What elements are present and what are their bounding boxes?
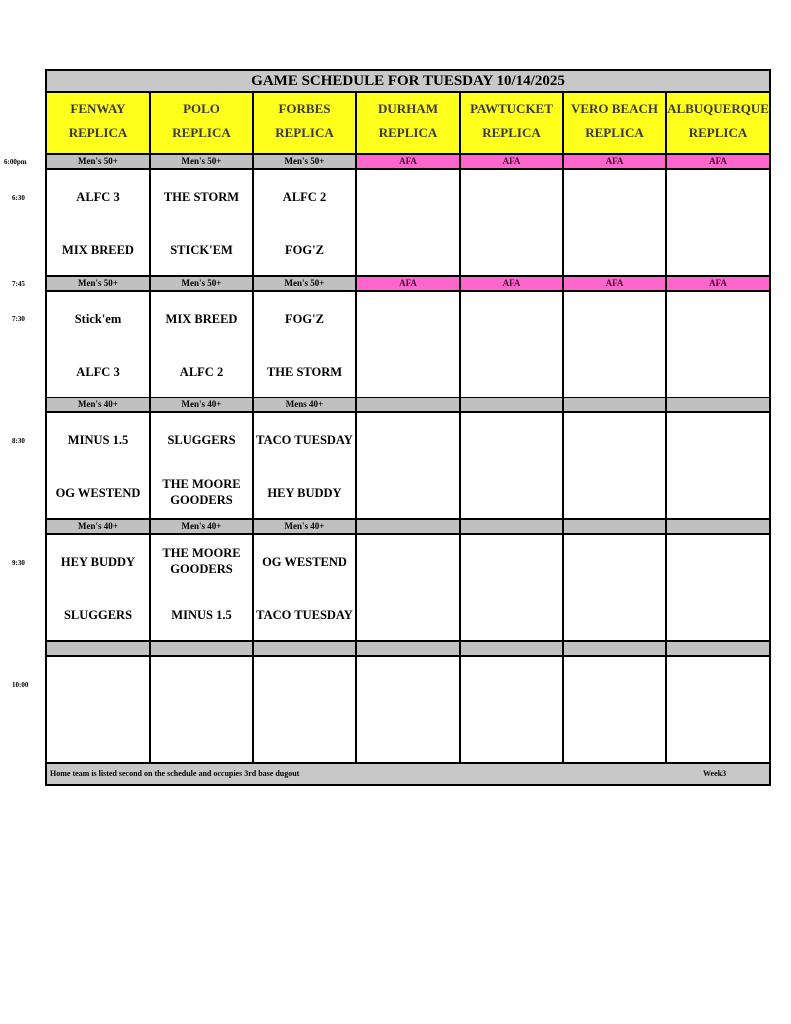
game-cell	[667, 535, 769, 642]
game-cell	[564, 292, 667, 399]
game-cell	[151, 292, 254, 399]
division-band	[667, 520, 769, 535]
home-team: OG WESTEND	[55, 486, 141, 500]
time-label: 9:30	[12, 559, 25, 567]
field-name: FENWAY	[70, 101, 126, 116]
division-band: Men's 50+	[47, 155, 151, 170]
field-header-5	[564, 93, 667, 155]
time-label: 8:30	[12, 437, 25, 445]
game-cell	[564, 657, 667, 764]
game-cell	[461, 170, 564, 277]
time-label: 7:30	[12, 315, 25, 323]
division-band: Men's 50+	[151, 277, 254, 292]
division-band: AFA	[461, 277, 564, 292]
field-name: FORBES	[278, 101, 331, 116]
game-cell	[47, 657, 151, 764]
division-band: Men's 50+	[254, 155, 357, 170]
field-sub: REPLICA	[585, 125, 644, 140]
home-team: MINUS 1.5	[171, 608, 232, 622]
game-cell	[564, 413, 667, 520]
game-cell	[254, 657, 357, 764]
division-band	[151, 642, 254, 657]
division-band	[564, 520, 667, 535]
home-team: HEY BUDDY	[267, 486, 342, 500]
away-team: OG WESTEND	[262, 555, 347, 569]
division-band: AFA	[667, 155, 769, 170]
division-band: Mens 40+	[254, 398, 357, 413]
home-team: SLUGGERS	[63, 608, 133, 622]
time-label: 10:00	[12, 681, 29, 689]
game-cell	[357, 170, 461, 277]
game-cell	[254, 535, 357, 642]
field-sub: REPLICA	[378, 125, 438, 140]
division-band	[461, 520, 564, 535]
game-cell	[461, 535, 564, 642]
division-band: Men's 40+	[254, 520, 357, 535]
division-band	[667, 398, 769, 413]
game-cell	[667, 413, 769, 520]
field-header-1	[151, 93, 254, 155]
division-band: AFA	[564, 277, 667, 292]
field-sub: REPLICA	[482, 125, 541, 140]
game-cell	[47, 292, 151, 399]
game-cell	[151, 413, 254, 520]
footer-note: Home team is listed second on the schedule and occupies 3rd base dugout	[50, 769, 300, 778]
time-label: 6:30	[12, 194, 25, 202]
field-name: PAWTUCKET	[470, 101, 553, 116]
field-sub: REPLICA	[172, 125, 231, 140]
game-cell	[357, 292, 461, 399]
game-cell	[461, 657, 564, 764]
game-cell	[461, 292, 564, 399]
away-team: Stick'em	[74, 312, 122, 326]
game-cell	[254, 170, 357, 277]
division-band	[461, 398, 564, 413]
field-sub: REPLICA	[275, 125, 334, 140]
division-band	[47, 642, 151, 657]
division-band: Men's 40+	[47, 520, 151, 535]
field-sub: REPLICA	[688, 125, 748, 140]
division-band: AFA	[461, 155, 564, 170]
game-cell	[254, 413, 357, 520]
game-cell	[47, 170, 151, 277]
time-label: 7:45	[12, 280, 25, 288]
field-header-0	[47, 93, 151, 155]
away-team: MINUS 1.5	[67, 433, 129, 447]
division-band: AFA	[357, 155, 461, 170]
division-band: AFA	[667, 277, 769, 292]
division-band	[667, 642, 769, 657]
home-team: FOG'Z	[285, 243, 324, 257]
division-band	[461, 642, 564, 657]
field-name: ALBUQUERQUE	[667, 101, 769, 116]
home-team: THE MOORE GOODERS	[162, 477, 241, 507]
field-header-6	[667, 93, 769, 155]
away-team: TACO TUESDAY	[256, 433, 353, 447]
division-band: Men's 40+	[151, 398, 254, 413]
field-header-2	[254, 93, 357, 155]
game-cell	[667, 292, 769, 399]
home-team: STICK'EM	[170, 243, 233, 257]
away-team: THE MOORE GOODERS	[162, 546, 241, 576]
away-team: ALFC 3	[76, 190, 120, 204]
field-name: VERO BEACH	[570, 101, 659, 116]
division-band	[357, 642, 461, 657]
division-band: Men's 40+	[151, 520, 254, 535]
division-band	[357, 398, 461, 413]
home-team: MIX BREED	[62, 243, 134, 257]
division-band: Men's 40+	[47, 398, 151, 413]
home-team: THE STORM	[266, 365, 343, 379]
division-band: AFA	[564, 155, 667, 170]
home-team: ALFC 3	[76, 365, 120, 379]
schedule-sheet	[45, 69, 771, 786]
game-cell	[47, 413, 151, 520]
away-team: ALFC 2	[282, 190, 327, 204]
home-team: TACO TUESDAY	[256, 608, 353, 622]
field-name: DURHAM	[378, 101, 438, 116]
footer-bar	[47, 764, 769, 784]
game-cell	[667, 170, 769, 277]
game-cell	[564, 170, 667, 277]
division-band: AFA	[357, 277, 461, 292]
game-cell	[151, 657, 254, 764]
game-cell	[357, 657, 461, 764]
game-cell	[667, 657, 769, 764]
division-band: Men's 50+	[47, 277, 151, 292]
division-band	[564, 642, 667, 657]
field-header-3	[357, 93, 461, 155]
game-cell	[357, 413, 461, 520]
division-band: Men's 50+	[151, 155, 254, 170]
field-header-4	[461, 93, 564, 155]
game-cell	[47, 535, 151, 642]
field-name: POLO	[183, 101, 220, 116]
field-sub: REPLICA	[68, 125, 128, 140]
time-label: 6:00pm	[4, 158, 27, 166]
division-band	[564, 398, 667, 413]
game-cell	[151, 170, 254, 277]
game-cell	[564, 535, 667, 642]
away-team: HEY BUDDY	[60, 555, 136, 569]
division-band: Men's 50+	[254, 277, 357, 292]
game-cell	[461, 413, 564, 520]
away-team: SLUGGERS	[167, 433, 236, 447]
away-team: THE STORM	[163, 190, 240, 204]
home-team: ALFC 2	[179, 365, 224, 379]
division-band	[254, 642, 357, 657]
away-team: MIX BREED	[165, 312, 238, 326]
page-title: GAME SCHEDULE FOR TUESDAY 10/14/2025	[47, 71, 769, 93]
week-label: Week3	[703, 769, 727, 778]
away-team: FOG'Z	[285, 312, 324, 326]
game-cell	[151, 535, 254, 642]
division-band	[357, 520, 461, 535]
game-cell	[357, 535, 461, 642]
game-cell	[254, 292, 357, 399]
